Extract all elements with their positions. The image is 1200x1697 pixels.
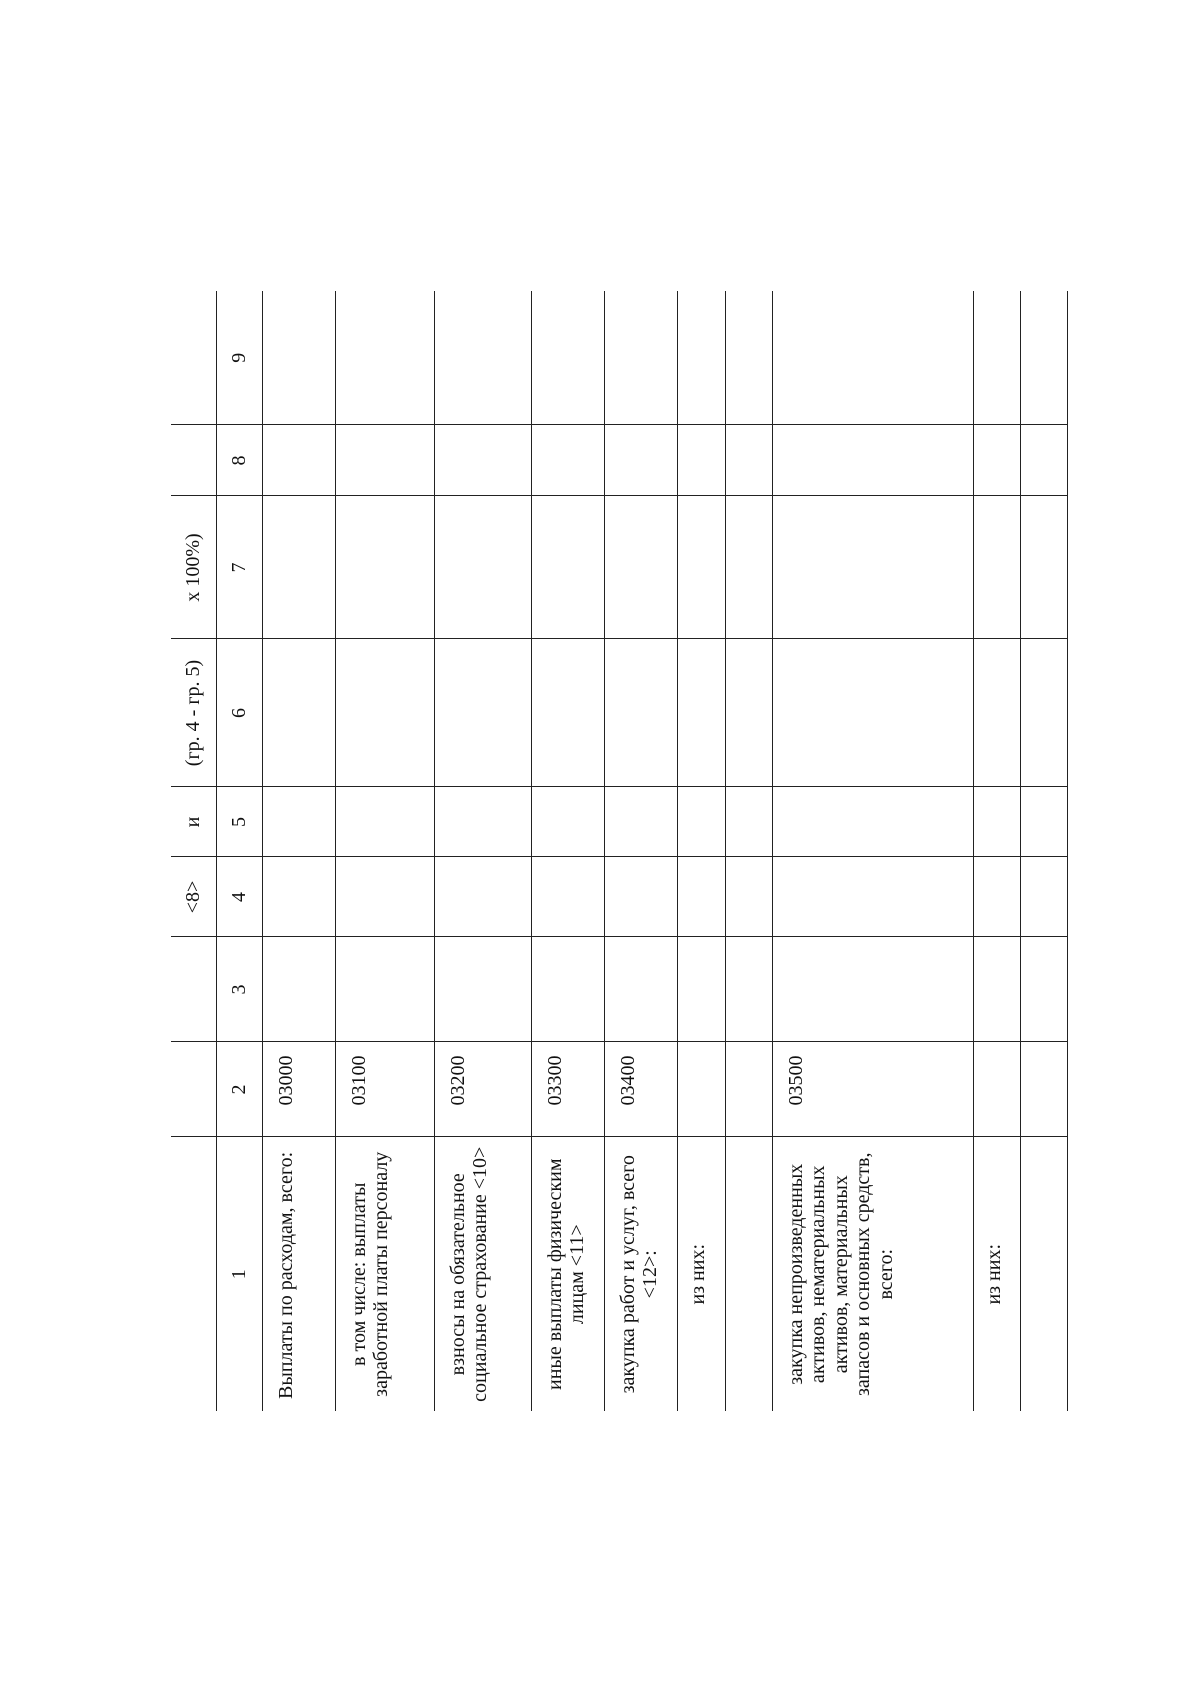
table-cell xyxy=(605,639,678,787)
table-cell xyxy=(678,425,726,496)
row-code xyxy=(1021,1042,1068,1137)
table-cell xyxy=(336,425,435,496)
table-cell xyxy=(678,857,726,937)
table-cell xyxy=(532,787,605,857)
table-cell xyxy=(263,787,336,857)
table-cell xyxy=(726,639,773,787)
column-number: 7 xyxy=(217,496,263,639)
table-cell xyxy=(1021,787,1068,857)
column-number: 1 xyxy=(217,1137,263,1411)
row-label xyxy=(726,1137,773,1411)
row-code xyxy=(974,1042,1021,1137)
column-number: 5 xyxy=(217,787,263,857)
table-cell xyxy=(605,937,678,1042)
table-cell xyxy=(678,787,726,857)
column-number: 6 xyxy=(217,639,263,787)
table-cell xyxy=(726,425,773,496)
header-col-8 xyxy=(171,425,217,496)
table-cell xyxy=(1021,857,1068,937)
table-cell xyxy=(974,425,1021,496)
table-cell xyxy=(678,496,726,639)
header-col-1 xyxy=(171,1137,217,1411)
table-cell xyxy=(773,937,974,1042)
table-cell xyxy=(678,291,726,425)
table-cell xyxy=(678,639,726,787)
table-cell xyxy=(1021,639,1068,787)
table-row xyxy=(336,291,435,1411)
table-cell xyxy=(726,291,773,425)
table-cell xyxy=(726,937,773,1042)
table-cell xyxy=(532,291,605,425)
table-cell xyxy=(435,639,532,787)
table-cell xyxy=(336,937,435,1042)
table-cell xyxy=(435,787,532,857)
table-row xyxy=(605,291,678,1411)
table-cell xyxy=(1021,425,1068,496)
row-label: иные выплаты физическим лицам <11> xyxy=(532,1137,605,1411)
table-cell xyxy=(532,857,605,937)
table-cell xyxy=(1021,937,1068,1042)
column-number: 3 xyxy=(217,937,263,1042)
table-cell xyxy=(605,496,678,639)
row-code xyxy=(726,1042,773,1137)
table-cell xyxy=(974,291,1021,425)
table-cell xyxy=(336,496,435,639)
table-header-row xyxy=(171,291,217,1411)
table-cell xyxy=(974,639,1021,787)
table-cell xyxy=(532,425,605,496)
header-col-4: <8> xyxy=(171,857,217,937)
table-cell xyxy=(336,639,435,787)
table-cell xyxy=(336,291,435,425)
header-col-7: x 100%) xyxy=(171,496,217,639)
table-cell xyxy=(435,496,532,639)
row-code: 03500 xyxy=(773,1042,974,1137)
header-col-3 xyxy=(171,937,217,1042)
table-row xyxy=(1021,291,1068,1411)
table-cell xyxy=(435,425,532,496)
table-cell xyxy=(532,639,605,787)
table-cell xyxy=(435,937,532,1042)
header-col-6: (гр. 4 - гр. 5) xyxy=(171,639,217,787)
row-code: 03000 xyxy=(263,1042,336,1137)
table-cell xyxy=(773,291,974,425)
table-cell xyxy=(726,787,773,857)
table-row xyxy=(773,291,974,1411)
column-number: 2 xyxy=(217,1042,263,1137)
table-cell xyxy=(435,857,532,937)
table-cell xyxy=(773,496,974,639)
row-label xyxy=(1021,1137,1068,1411)
table-cell xyxy=(974,857,1021,937)
table-cell xyxy=(726,496,773,639)
row-code: 03200 xyxy=(435,1042,532,1137)
table-row xyxy=(532,291,605,1411)
header-col-2 xyxy=(171,1042,217,1137)
table-cell xyxy=(1021,291,1068,425)
row-label: взносы на обязательное социальное страхование <10> xyxy=(435,1137,532,1411)
table-cell xyxy=(605,425,678,496)
row-label: из них: xyxy=(974,1137,1021,1411)
table-row xyxy=(263,291,336,1411)
row-code: 03100 xyxy=(336,1042,435,1137)
table-cell xyxy=(435,291,532,425)
row-code xyxy=(678,1042,726,1137)
row-code: 03300 xyxy=(532,1042,605,1137)
table-cell xyxy=(678,937,726,1042)
table-cell xyxy=(605,291,678,425)
table-cell xyxy=(773,857,974,937)
table-cell xyxy=(974,937,1021,1042)
table-cell xyxy=(336,857,435,937)
rotated-table-container xyxy=(171,291,1071,1411)
table-row xyxy=(726,291,773,1411)
table-cell xyxy=(263,857,336,937)
table-cell xyxy=(336,787,435,857)
column-number: 8 xyxy=(217,425,263,496)
header-col-9 xyxy=(171,291,217,425)
column-number: 9 xyxy=(217,291,263,425)
row-code: 03400 xyxy=(605,1042,678,1137)
table-row xyxy=(974,291,1021,1411)
table-cell xyxy=(532,937,605,1042)
row-label: Выплаты по расходам, всего: xyxy=(263,1137,336,1411)
column-number-row xyxy=(217,291,263,1411)
table-cell xyxy=(773,639,974,787)
table-cell xyxy=(726,857,773,937)
row-label: в том числе: выплаты заработной платы персоналу xyxy=(336,1137,435,1411)
table-row xyxy=(435,291,532,1411)
table-cell xyxy=(974,787,1021,857)
table-cell xyxy=(532,496,605,639)
table-cell xyxy=(263,937,336,1042)
table-cell xyxy=(263,639,336,787)
table-cell xyxy=(263,496,336,639)
table-cell xyxy=(605,857,678,937)
header-col-5: и xyxy=(171,787,217,857)
row-label: из них: xyxy=(678,1137,726,1411)
column-number: 4 xyxy=(217,857,263,937)
row-label: закупка непроизведенных активов, нематериальных активов, материальных запасов и основных средств, всего: xyxy=(773,1137,974,1411)
table-cell xyxy=(974,496,1021,639)
table-cell xyxy=(773,787,974,857)
table-cell xyxy=(263,425,336,496)
financial-table xyxy=(171,291,1068,1411)
table-cell xyxy=(263,291,336,425)
table-row xyxy=(678,291,726,1411)
table-cell xyxy=(773,425,974,496)
table-cell xyxy=(1021,496,1068,639)
table-cell xyxy=(605,787,678,857)
row-label: закупка работ и услуг, всего <12>: xyxy=(605,1137,678,1411)
